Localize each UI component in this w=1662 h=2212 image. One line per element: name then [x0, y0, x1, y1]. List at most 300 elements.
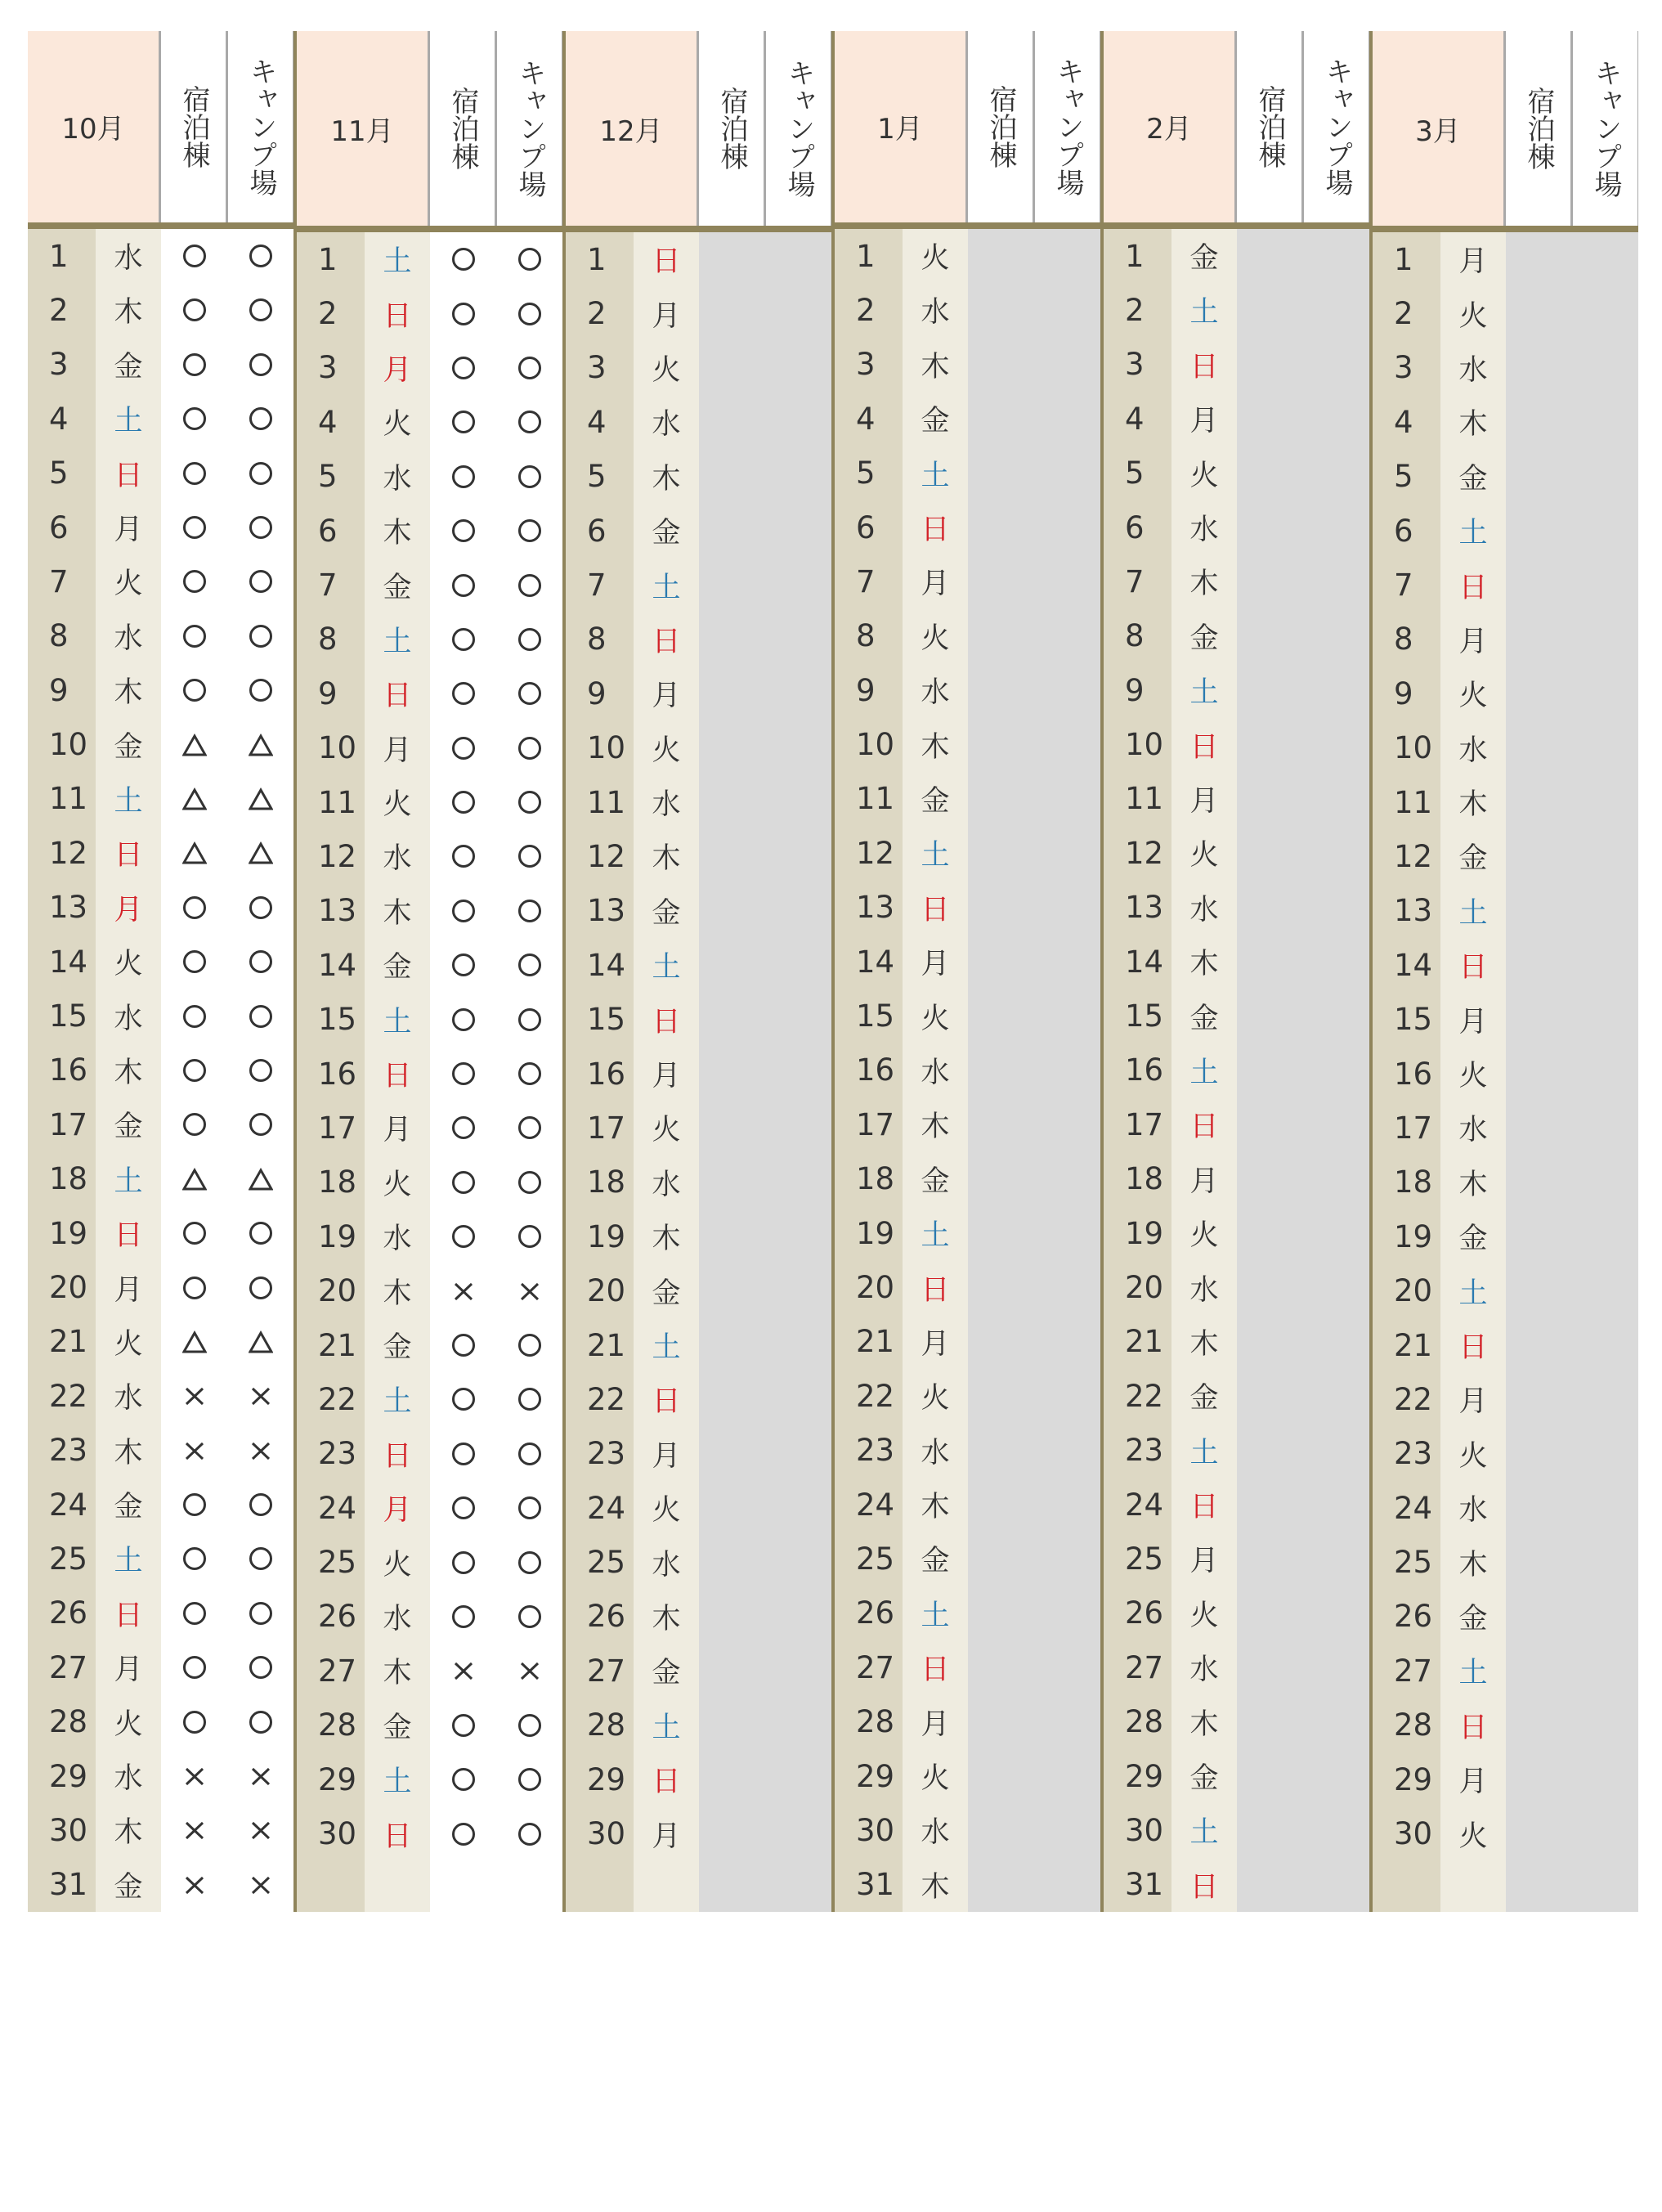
status-row: [430, 775, 562, 829]
weekday-cell: 月: [1458, 1005, 1488, 1039]
circle-mark: [249, 625, 272, 648]
weekday-cell: 日: [114, 839, 143, 873]
status-row: [430, 286, 562, 340]
circle-mark: [452, 303, 475, 325]
status-available-icon: [430, 938, 496, 992]
weekday-cell: 土: [383, 1005, 412, 1039]
month-name: 10月: [28, 31, 159, 222]
circle-mark: [249, 245, 272, 267]
status-available-icon: [496, 1372, 562, 1426]
weekday-cell: 火: [114, 948, 143, 981]
weekday-cell: 土: [1458, 1657, 1488, 1690]
status-available-icon: [227, 338, 293, 392]
weekday-cell: 日: [383, 1439, 412, 1473]
weekday-cell: 火: [1189, 459, 1219, 492]
status-available-icon: [496, 450, 562, 504]
weekday-cell: 金: [652, 896, 681, 930]
weekday-cell: 日: [921, 1653, 950, 1687]
closed-period: [699, 232, 831, 1912]
month-days: [28, 229, 293, 1912]
weekday-cell: 金: [1189, 1762, 1219, 1796]
month-days: [566, 232, 831, 1912]
date-cell: 12: [856, 835, 895, 871]
weekday-cell: 月: [652, 1819, 681, 1853]
date-cell: 25: [318, 1545, 357, 1581]
date-cell: 13: [318, 893, 357, 929]
status-available-icon: [430, 992, 496, 1046]
weekday-cell: 水: [1189, 893, 1219, 927]
date-cell: 6: [1394, 513, 1413, 549]
status-available-icon: [430, 341, 496, 395]
weekday-cell: 水: [921, 1056, 950, 1089]
status-row: [161, 1097, 293, 1151]
weekday-cell: 水: [114, 242, 143, 276]
weekday-cell: 火: [652, 1494, 681, 1528]
weekday-cell: 火: [114, 1327, 143, 1361]
date-cell: 30: [1125, 1812, 1164, 1848]
date-cell: 18: [587, 1164, 626, 1200]
date-cell: 16: [1394, 1056, 1433, 1092]
status-row: [161, 229, 293, 283]
date-cell: 22: [1394, 1381, 1433, 1417]
circle-mark: [249, 1113, 272, 1136]
weekday-cell: 日: [1189, 1870, 1219, 1904]
triangle-mark: [249, 841, 273, 865]
status-available-icon: [496, 884, 562, 938]
date-cell: 1: [1394, 241, 1413, 277]
status-available-icon: [227, 1694, 293, 1748]
date-cell: 9: [1125, 672, 1145, 708]
status-row: [161, 989, 293, 1043]
status-few-icon: [227, 826, 293, 880]
date-cell: 16: [587, 1056, 626, 1092]
status-available-icon: [161, 554, 227, 608]
weekday-cell: 火: [652, 734, 681, 767]
date-cell: 18: [49, 1161, 88, 1197]
date-cell: 14: [587, 947, 626, 983]
weekday-cell: 火: [1458, 680, 1488, 713]
weekday-cell: 木: [114, 1436, 143, 1469]
date-cell: 3: [1125, 347, 1145, 383]
weekday-cell: 月: [1458, 1385, 1488, 1419]
weekday-cell: 火: [383, 1168, 412, 1201]
status-available-icon: [496, 1209, 562, 1263]
status-available-icon: [430, 1101, 496, 1155]
circle-mark: [518, 845, 541, 868]
status-row: [430, 1698, 562, 1752]
status-full-icon: [227, 1423, 293, 1477]
status-row: [161, 1640, 293, 1694]
weekday-cell: 日: [921, 514, 950, 547]
status-row: [430, 612, 562, 666]
weekday-cell: 木: [1458, 788, 1488, 822]
circle-mark: [452, 845, 475, 868]
date-cell: 7: [49, 563, 69, 599]
date-cell: 14: [856, 944, 895, 980]
date-cell: 28: [1394, 1707, 1433, 1743]
date-cell: 25: [856, 1541, 895, 1577]
cross-mark: [249, 1873, 273, 1897]
status-row: [430, 1101, 562, 1155]
month-header: [835, 31, 1100, 229]
date-cell: 21: [1394, 1327, 1433, 1363]
weekday-cell: 水: [114, 1382, 143, 1416]
status-row: [430, 1047, 562, 1101]
date-cell: 8: [587, 621, 607, 657]
date-cell: 21: [49, 1324, 88, 1360]
status-row: [161, 609, 293, 663]
date-cell: 24: [856, 1487, 895, 1523]
circle-mark: [183, 1656, 206, 1679]
status-row: [430, 1155, 562, 1209]
date-cell: 20: [49, 1270, 88, 1305]
weekday-cell: 日: [383, 299, 412, 333]
cross-mark: [249, 1438, 273, 1463]
status-row: [430, 666, 562, 720]
weekday-cell: 水: [383, 462, 412, 496]
date-cell: 3: [587, 350, 607, 386]
date-column: [28, 229, 96, 1912]
date-cell: 26: [856, 1595, 895, 1631]
circle-mark: [249, 1711, 272, 1734]
status-available-icon: [161, 1586, 227, 1640]
lodge-header: 宿泊棟: [699, 31, 764, 226]
weekday-cell: 金: [921, 1545, 950, 1578]
date-cell: 15: [318, 1002, 357, 1038]
weekday-cell: 金: [652, 517, 681, 550]
weekday-cell: 火: [114, 1707, 143, 1741]
weekday-cell: 金: [114, 1491, 143, 1524]
date-cell: 6: [318, 513, 338, 549]
status-row: [161, 717, 293, 771]
status-row: [430, 1372, 562, 1426]
weekday-cell: 水: [921, 676, 950, 710]
date-cell: 31: [49, 1867, 88, 1903]
date-cell: 9: [318, 675, 338, 711]
circle-mark: [452, 1008, 475, 1031]
status-available-icon: [496, 286, 562, 340]
weekday-cell: 木: [383, 1657, 412, 1690]
date-cell: 4: [318, 404, 338, 440]
circle-mark: [452, 1496, 475, 1519]
date-cell: 24: [49, 1487, 88, 1523]
status-available-icon: [496, 1535, 562, 1589]
circle-mark: [518, 1334, 541, 1357]
weekday-cell: 水: [383, 1223, 412, 1256]
status-available-icon: [161, 1043, 227, 1097]
status-available-icon: [161, 392, 227, 446]
date-cell: 27: [587, 1653, 626, 1689]
circle-mark: [249, 1276, 272, 1299]
weekday-cell: 金: [383, 1331, 412, 1364]
circle-mark: [518, 1496, 541, 1519]
weekday-cell: 月: [114, 893, 143, 927]
date-cell: 14: [49, 944, 88, 980]
circle-mark: [183, 1276, 206, 1299]
triangle-mark: [249, 787, 273, 811]
weekday-cell: 火: [1458, 1060, 1488, 1093]
date-cell: 16: [856, 1052, 895, 1088]
circle-mark: [452, 1388, 475, 1411]
status-available-icon: [161, 609, 227, 663]
weekday-cell: 土: [1458, 517, 1488, 550]
status-available-icon: [496, 232, 562, 286]
weekday-cell: 土: [1189, 676, 1219, 710]
status-available-icon: [496, 1318, 562, 1372]
weekday-cell: 土: [921, 839, 950, 873]
weekday-cell: 木: [652, 462, 681, 496]
month-block: [1104, 31, 1373, 1912]
month-header: [1373, 31, 1638, 232]
weekday-cell: 月: [921, 1707, 950, 1741]
status-available-icon: [161, 283, 227, 337]
status-row: [161, 1369, 293, 1423]
status-available-icon: [430, 612, 496, 666]
status-available-icon: [496, 721, 562, 775]
weekday-cell: 木: [114, 1816, 143, 1850]
circle-mark: [249, 950, 272, 973]
status-available-icon: [430, 504, 496, 558]
circle-mark: [452, 900, 475, 922]
status-available-icon: [430, 1209, 496, 1263]
circle-mark: [518, 1008, 541, 1031]
status-available-icon: [161, 446, 227, 500]
cross-mark: [182, 1818, 207, 1842]
date-cell: 5: [587, 459, 607, 495]
status-available-icon: [430, 666, 496, 720]
circle-mark: [183, 353, 206, 376]
date-cell: 5: [1125, 455, 1145, 491]
status-available-icon: [161, 881, 227, 935]
month-name: 11月: [297, 31, 428, 226]
weekday-cell: 木: [114, 676, 143, 710]
weekday-cell: 木: [652, 842, 681, 876]
weekday-cell: 日: [1458, 571, 1488, 604]
weekday-cell: 金: [383, 1711, 412, 1744]
circle-mark: [518, 1443, 541, 1465]
status-row: [430, 558, 562, 612]
date-cell: 10: [1394, 730, 1433, 766]
weekday-cell: 月: [383, 734, 412, 767]
weekday-cell: 月: [1189, 1164, 1219, 1198]
status-full-icon: [430, 1263, 496, 1317]
status-available-icon: [496, 558, 562, 612]
date-cell: 1: [587, 241, 607, 277]
weekday-cell: 日: [652, 625, 681, 658]
circle-mark: [249, 462, 272, 485]
weekday-cell: 火: [652, 1114, 681, 1147]
date-cell: 10: [49, 727, 88, 763]
weekday-cell: 水: [383, 842, 412, 876]
date-cell: 21: [1125, 1324, 1164, 1360]
date-cell: 29: [49, 1758, 88, 1794]
status-available-icon: [496, 992, 562, 1046]
date-cell: 30: [318, 1816, 357, 1852]
date-cell: 28: [856, 1704, 895, 1740]
date-cell: 24: [1125, 1487, 1164, 1523]
cross-mark: [249, 1764, 273, 1788]
month-block: [28, 31, 297, 1912]
status-row: [161, 446, 293, 500]
status-available-icon: [496, 341, 562, 395]
circle-mark: [518, 519, 541, 542]
month-block: [1373, 31, 1638, 1912]
status-available-icon: [227, 1586, 293, 1640]
date-column: [566, 232, 634, 1912]
circle-mark: [518, 1062, 541, 1085]
date-cell: 10: [1125, 727, 1164, 763]
weekday-cell: 月: [1189, 1545, 1219, 1578]
weekday-cell: 土: [921, 459, 950, 492]
date-cell: 7: [318, 568, 338, 603]
date-cell: 23: [318, 1436, 357, 1472]
status-available-icon: [496, 1752, 562, 1806]
status-available-icon: [496, 666, 562, 720]
status-row: [161, 663, 293, 717]
status-available-icon: [161, 229, 227, 283]
status-available-icon: [430, 1372, 496, 1426]
circle-mark: [183, 896, 206, 919]
status-row: [430, 232, 562, 286]
closed-period: [968, 229, 1100, 1912]
triangle-mark: [249, 1167, 273, 1191]
circle-mark: [452, 953, 475, 976]
circle-mark: [183, 1547, 206, 1570]
weekday-cell: 月: [921, 568, 950, 601]
status-available-icon: [227, 935, 293, 989]
circle-mark: [452, 628, 475, 651]
weekday-cell: 水: [1189, 514, 1219, 547]
status-row: [430, 829, 562, 883]
circle-mark: [518, 303, 541, 325]
weekday-cell: 月: [1458, 625, 1488, 658]
date-cell: 2: [587, 296, 607, 332]
status-available-icon: [227, 283, 293, 337]
camp-header: キャンプ場: [1304, 31, 1369, 222]
circle-mark: [518, 1714, 541, 1737]
date-cell: 8: [49, 618, 69, 654]
date-cell: 26: [587, 1599, 626, 1635]
date-cell: 24: [1394, 1490, 1433, 1526]
weekday-cell: 金: [921, 784, 950, 818]
date-cell: 30: [856, 1812, 895, 1848]
month-header: [297, 31, 562, 232]
date-cell: 21: [318, 1327, 357, 1363]
weekday-cell: 月: [1189, 405, 1219, 438]
weekday-cell: 金: [383, 571, 412, 604]
weekday-cell: 土: [652, 951, 681, 985]
weekday-cell: 日: [114, 459, 143, 492]
date-cell: 13: [1394, 893, 1433, 929]
status-row: [430, 1481, 562, 1535]
weekday-cell: 日: [1458, 1331, 1488, 1364]
status-full-icon: [161, 1749, 227, 1803]
date-column: [1104, 229, 1171, 1912]
lodge-header: 宿泊棟: [1237, 31, 1301, 222]
status-available-icon: [430, 558, 496, 612]
status-full-icon: [496, 1263, 562, 1317]
date-cell: 25: [587, 1545, 626, 1581]
weekday-cell: 水: [114, 1002, 143, 1035]
circle-mark: [518, 1171, 541, 1194]
circle-mark: [452, 1334, 475, 1357]
date-cell: 30: [587, 1816, 626, 1852]
triangle-mark: [249, 1330, 273, 1354]
date-cell: 11: [1394, 784, 1433, 820]
weekday-cell: 金: [1458, 1223, 1488, 1256]
date-cell: 8: [1394, 621, 1413, 657]
cross-mark: [182, 1438, 207, 1463]
lodge-header: 宿泊棟: [1506, 31, 1570, 226]
circle-mark: [183, 679, 206, 702]
date-cell: 18: [1394, 1164, 1433, 1200]
status-row: [161, 935, 293, 989]
circle-mark: [249, 1656, 272, 1679]
weekday-cell: 木: [1189, 1327, 1219, 1361]
lodge-header: 宿泊棟: [161, 31, 226, 222]
circle-mark: [183, 1493, 206, 1516]
date-cell: 3: [318, 350, 338, 386]
weekday-cell: 土: [1189, 1436, 1219, 1469]
circle-mark: [452, 1768, 475, 1791]
weekday-cell: 金: [1189, 1002, 1219, 1035]
status-available-icon: [430, 1806, 496, 1860]
weekday-cell: 火: [383, 788, 412, 822]
circle-mark: [518, 411, 541, 433]
weekday-column: [634, 232, 699, 1912]
triangle-mark: [182, 841, 207, 865]
date-cell: 16: [49, 1052, 88, 1088]
weekday-cell: 土: [1189, 1056, 1219, 1089]
date-cell: 22: [49, 1378, 88, 1414]
date-cell: 6: [856, 509, 876, 545]
weekday-cell: 月: [652, 1060, 681, 1093]
date-cell: 3: [856, 347, 876, 383]
weekday-cell: 月: [383, 1114, 412, 1147]
weekday-cell: 火: [1458, 299, 1488, 333]
date-column: [1373, 232, 1440, 1912]
date-cell: 10: [318, 730, 357, 766]
month-name: 12月: [566, 31, 697, 226]
date-cell: 7: [1394, 568, 1413, 603]
status-row: [161, 772, 293, 826]
weekday-cell: 水: [921, 1816, 950, 1850]
weekday-cell: 日: [1458, 1711, 1488, 1744]
weekday-cell: 日: [921, 1273, 950, 1307]
status-row: [161, 554, 293, 608]
circle-mark: [183, 625, 206, 648]
date-cell: 25: [1394, 1545, 1433, 1581]
date-column: [297, 232, 365, 1912]
circle-mark: [249, 679, 272, 702]
circle-mark: [452, 1116, 475, 1139]
date-cell: 31: [1125, 1867, 1164, 1903]
triangle-mark: [182, 1330, 207, 1354]
date-cell: 22: [318, 1381, 357, 1417]
weekday-cell: 土: [1458, 896, 1488, 930]
date-cell: 3: [49, 347, 69, 383]
status-row: [430, 1535, 562, 1589]
status-available-icon: [496, 1047, 562, 1101]
circle-mark: [249, 570, 272, 593]
weekday-column: [365, 232, 430, 1912]
date-cell: 27: [1394, 1653, 1433, 1689]
date-cell: 22: [587, 1381, 626, 1417]
circle-mark: [452, 737, 475, 760]
date-cell: 12: [1125, 835, 1164, 871]
date-cell: 2: [856, 292, 876, 328]
weekday-cell: 日: [1189, 1110, 1219, 1144]
